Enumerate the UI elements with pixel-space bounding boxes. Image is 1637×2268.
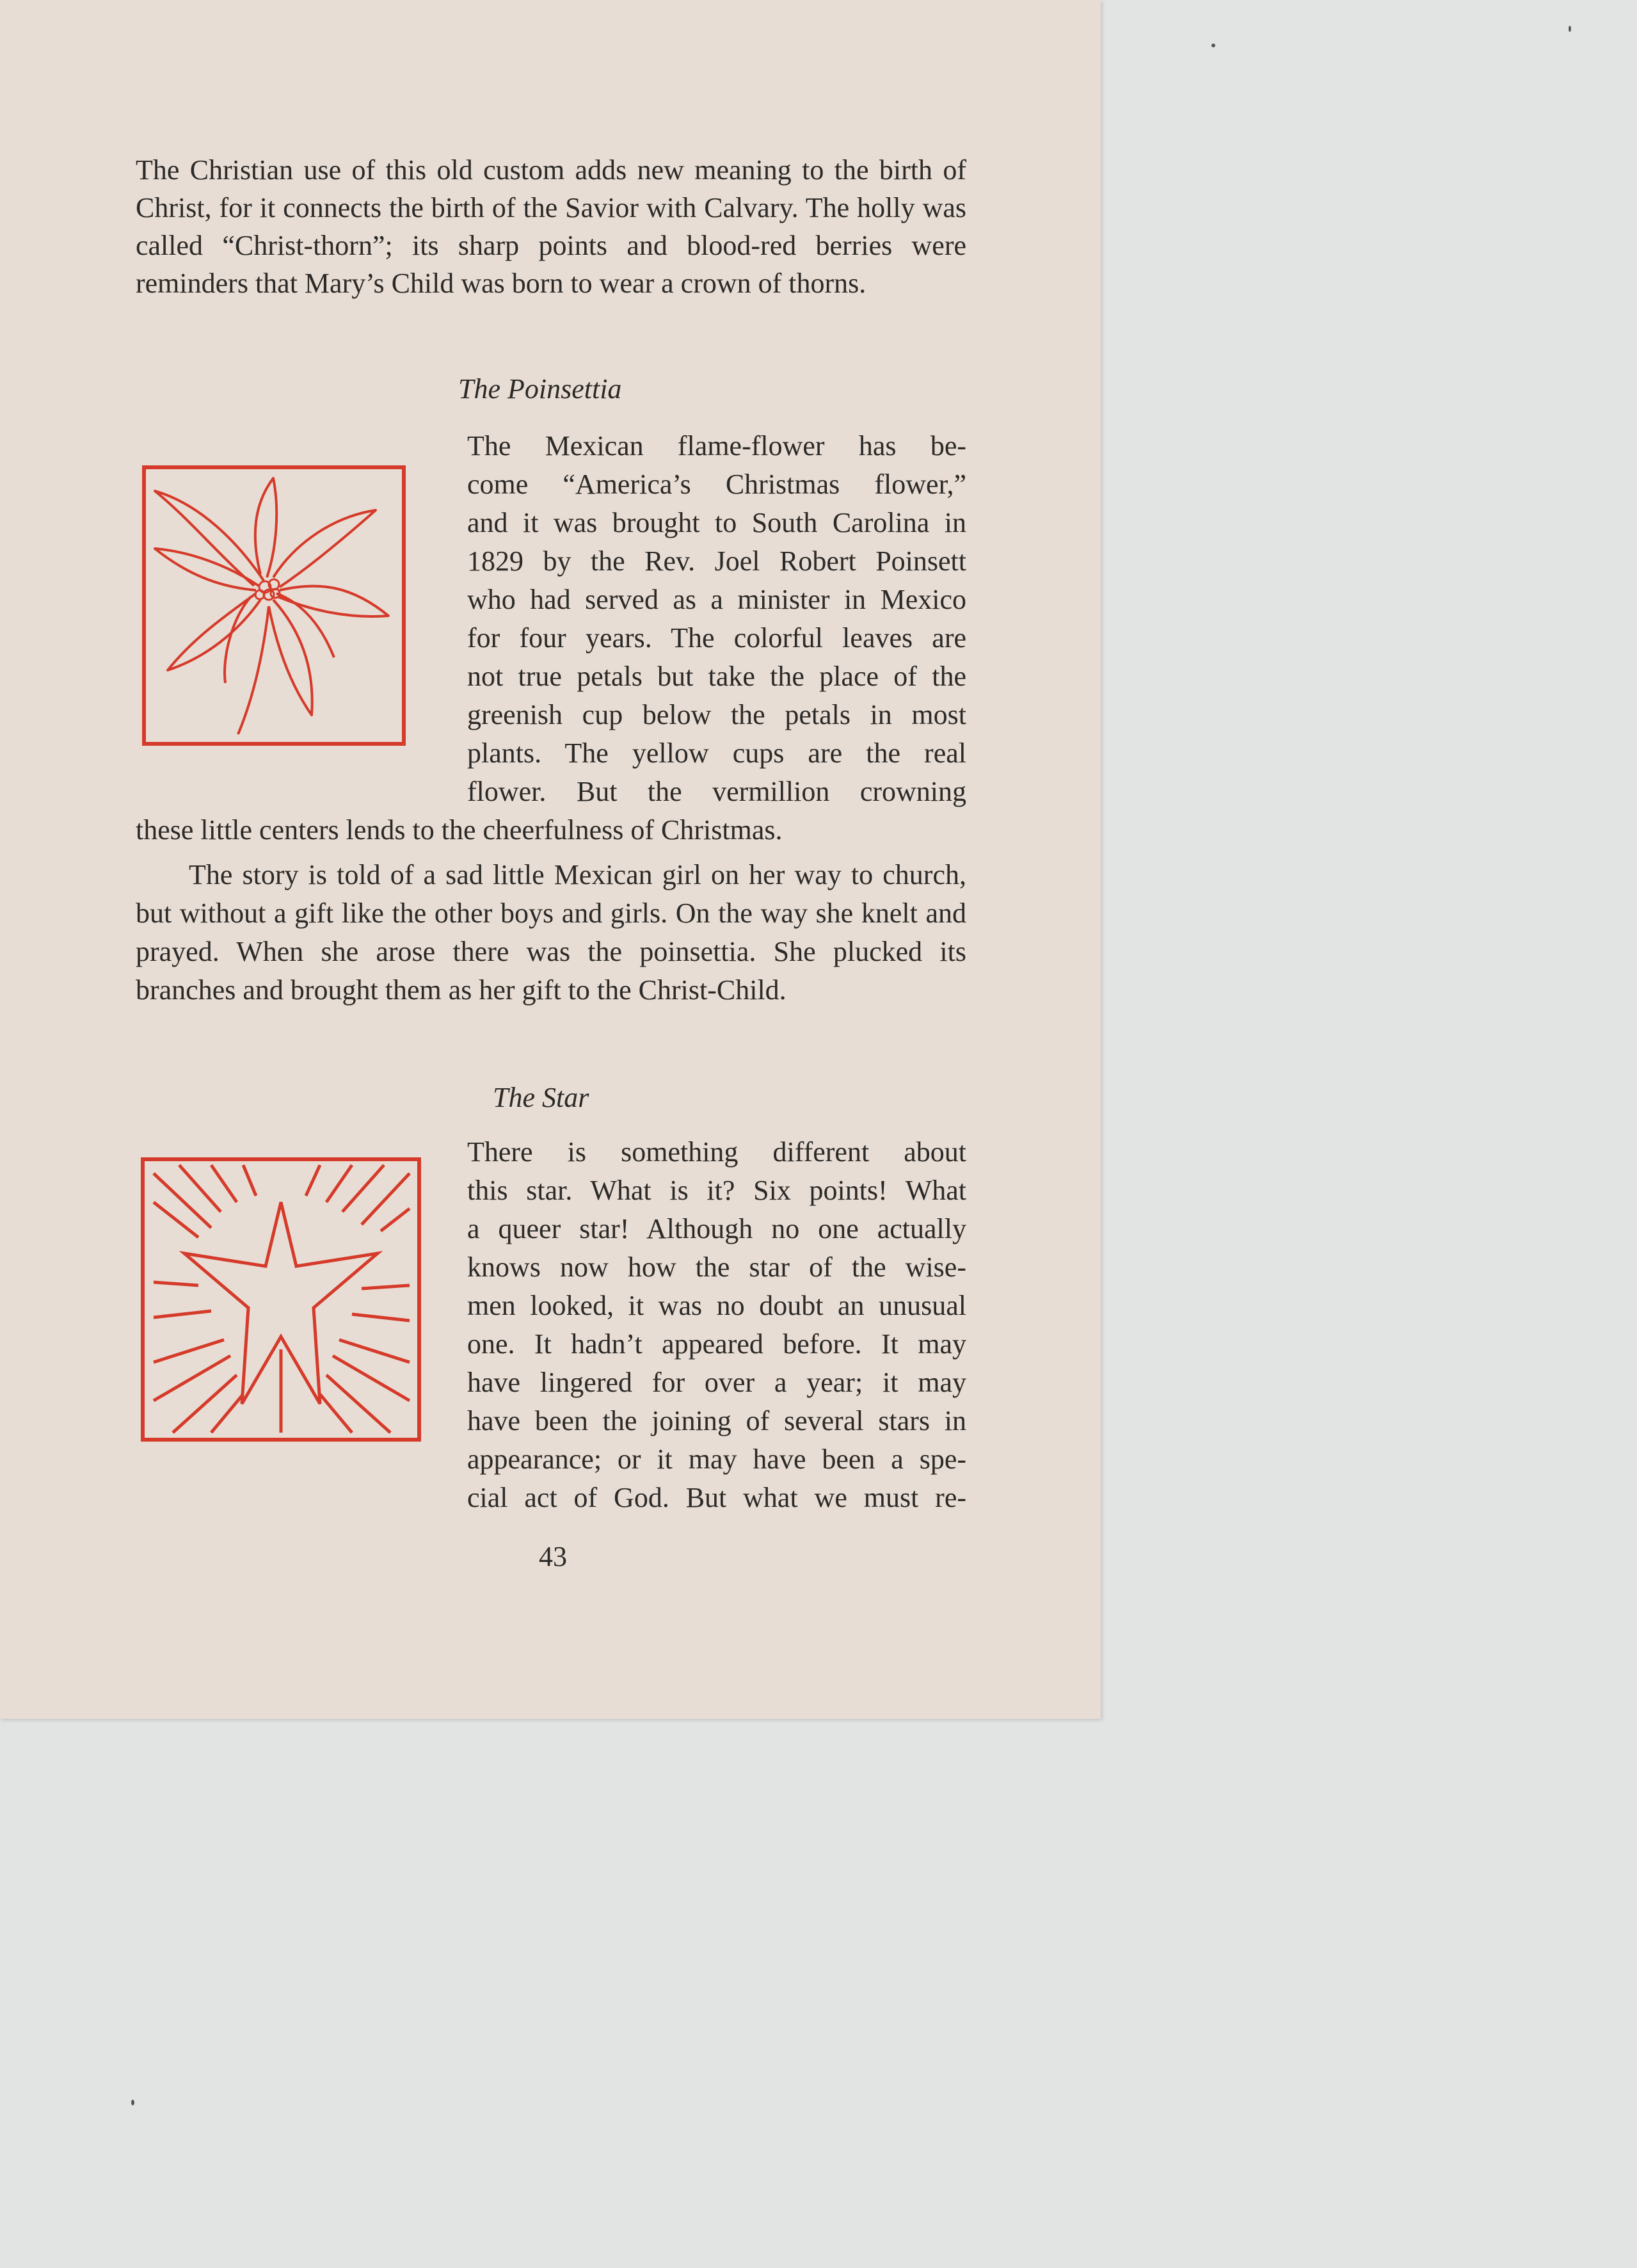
poinsettia-line: not true petals but take the place of the — [467, 661, 966, 692]
poinsettia-line: who had served as a minister in Mexico — [467, 584, 966, 615]
star-line: this star. What is it? Six points! What — [467, 1175, 966, 1206]
poinsettia-line: The Mexican flame-flower has be- — [467, 430, 966, 462]
poinsettia-line: for four years. The colorful leaves are — [467, 622, 966, 654]
poinsettia-line: and it was brought to South Carolina in — [467, 507, 966, 538]
poinsettia-story-paragraph: The story is told of a sad little Mexican girl on her way to church, but without a gift like the other boys and girls. On the way she knelt and prayed. When she arose there was the poinsettia. She plucked its branches and brought them as her gift to the Christ-Child. — [136, 859, 966, 1006]
dust-speck — [1569, 26, 1571, 32]
poinsettia-illustration — [142, 465, 406, 746]
poinsettia-line: plants. The yellow cups are the real — [467, 737, 966, 769]
star-line: knows now how the star of the wise- — [467, 1251, 966, 1283]
star-line: a queer star! Although no one actually — [467, 1213, 966, 1244]
star-line: one. It hadn’t appeared before. It may — [467, 1328, 966, 1360]
intro-paragraph: The Christian use of this old custom adds new meaning to the birth of Christ, for it connects the birth of the Savior with Calvary. The holly was called “Christ-thorn”; its sharp points and blood-red berries were reminders that Mary’s Child was born to wear a crown of thorns. — [136, 154, 966, 299]
star-line: appearance; or it may have been a spe- — [467, 1444, 966, 1475]
poinsettia-line: greenish cup below the petals in most — [467, 699, 966, 730]
poinsettia-heading: The Poinsettia — [458, 373, 622, 405]
star-line: have lingered for over a year; it may — [467, 1367, 966, 1398]
star-line: cial act of God. But what we must re- — [467, 1482, 966, 1513]
star-heading: The Star — [493, 1082, 589, 1113]
star-line: There is something different about — [467, 1136, 966, 1168]
star-line: have been the joining of several stars in — [467, 1405, 966, 1436]
dust-speck — [131, 2100, 134, 2105]
poinsettia-line: come “America’s Christmas flower,” — [467, 469, 966, 500]
poinsettia-closing-line: these little centers lends to the cheerfulness of Christmas. — [136, 814, 783, 846]
poinsettia-line: 1829 by the Rev. Joel Robert Poinsett — [467, 545, 966, 577]
page-number: 43 — [539, 1541, 567, 1572]
star-line: men looked, it was no doubt an unusual — [467, 1290, 966, 1321]
dust-speck — [1211, 44, 1215, 47]
star-illustration — [141, 1157, 421, 1442]
poinsettia-line: flower. But the vermillion crowning — [467, 776, 966, 807]
